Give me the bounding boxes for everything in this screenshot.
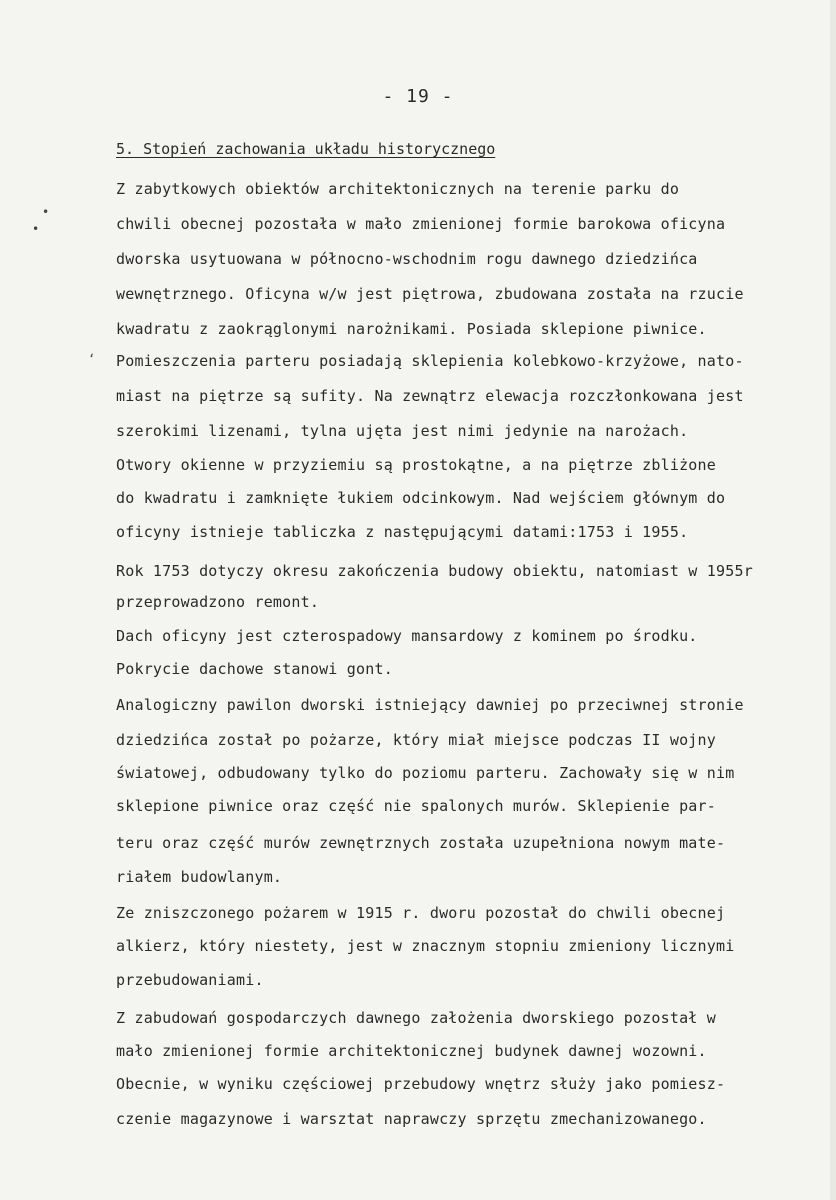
body-line: kwadratu z zaokrąglonymi narożnikami. Posiada sklepione piwnice. <box>116 320 707 338</box>
body-line: alkierz, który niestety, jest w znacznym stopniu zmieniony licznymi <box>116 937 735 955</box>
body-line: Analogiczny pawilon dworski istniejący dawniej po przeciwnej stronie <box>116 696 744 714</box>
body-line: do kwadratu i zamknięte łukiem odcinkowym. Nad wejściem głównym do <box>116 489 726 507</box>
body-line: oficyny istnieje tabliczka z następującymi datami:1753 i 1955. <box>116 523 689 541</box>
body-line: dziedzińca został po pożarze, który miał miejsce podczas II wojny <box>116 731 716 749</box>
body-line: Pokrycie dachowe stanowi gont. <box>116 660 393 678</box>
body-line: dworska usytuowana w północno-wschodnim rogu dawnego dziedzińca <box>116 250 698 268</box>
body-line: światowej, odbudowany tylko do poziomu parteru. Zachowały się w nim <box>116 764 735 782</box>
body-line: Obecnie, w wyniku częściowej przebudowy wnętrz służy jako pomiesz- <box>116 1075 726 1093</box>
body-line: Pomieszczenia parteru posiadają sklepienia kolebkowo-krzyżowe, nato- <box>116 352 744 370</box>
body-line: Z zabytkowych obiektów architektonicznych na terenie parku do <box>116 180 680 198</box>
body-line: wewnętrznego. Oficyna w/w jest piętrowa, zbudowana została na rzucie <box>116 285 744 303</box>
body-line: sklepione piwnice oraz część nie spalonych murów. Sklepienie par- <box>116 797 716 815</box>
body-line: chwili obecnej pozostała w mało zmienionej formie barokowa oficyna <box>116 215 726 233</box>
margin-mark: ‘ <box>88 352 96 366</box>
body-line: miast na piętrze są sufity. Na zewnątrz elewacja rozczłonkowana jest <box>116 387 744 405</box>
body-line: Rok 1753 dotyczy okresu zakończenia budowy obiektu, natomiast w 1955r <box>116 562 753 580</box>
body-line: riałem budowlanym. <box>116 868 283 886</box>
body-line: przeprowadzono remont. <box>116 593 320 611</box>
body-line: czenie magazynowe i warsztat naprawczy sprzętu zmechanizowanego. <box>116 1110 707 1128</box>
margin-mark: • <box>42 205 50 219</box>
section-heading: 5. Stopień zachowania układu historycznego <box>116 140 496 158</box>
page-edge <box>830 0 836 1200</box>
body-line: Otwory okienne w przyziemiu są prostokątne, a na piętrze zbliżone <box>116 456 716 474</box>
page-number: - 19 - <box>382 86 454 107</box>
body-line: szerokimi lizenami, tylna ujęta jest nimi jedynie na narożach. <box>116 422 689 440</box>
body-line: Dach oficyny jest czterospadowy mansardowy z kominem po środku. <box>116 627 698 645</box>
body-line: teru oraz część murów zewnętrznych została uzupełniona nowym mate- <box>116 834 726 852</box>
body-line: Ze zniszczonego pożarem w 1915 r. dworu pozostał do chwili obecnej <box>116 904 726 922</box>
body-line: Z zabudowań gospodarczych dawnego założenia dworskiego pozostał w <box>116 1009 716 1027</box>
body-line: mało zmienionej formie architektonicznej budynek dawnej wozowni. <box>116 1042 707 1060</box>
body-line: przebudowaniami. <box>116 971 264 989</box>
margin-mark: • <box>32 222 40 236</box>
